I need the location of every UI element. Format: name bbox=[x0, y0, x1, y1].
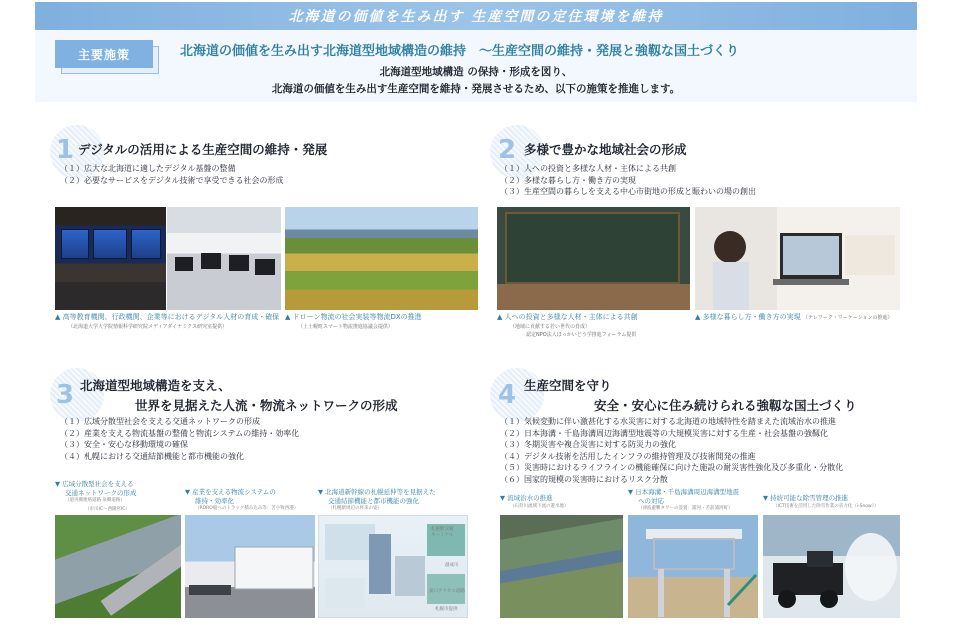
section-title: 多様で豊かな地域社会の形成 bbox=[524, 142, 687, 157]
section-title: 北海道型地域構造を支え、 bbox=[80, 378, 231, 393]
list-item: （４）札幌における交通結節機能と都市機能の強化 bbox=[60, 451, 244, 461]
photo-classroom bbox=[497, 207, 690, 310]
caption: ▼ 日本海溝・千島海溝周辺海溝型地震 への対応 （津波避難タワーの設置：浦河・苫前浦河町） bbox=[628, 488, 740, 511]
policy-panel bbox=[35, 30, 917, 102]
caption: ▲ 人への投資と多様な人材・主体による共創 bbox=[497, 313, 638, 321]
section-3 bbox=[50, 368, 480, 468]
photo-tsunami-tower bbox=[628, 515, 758, 618]
list-item: （２）多様な暮らし方・働き方の実現 bbox=[500, 175, 636, 185]
list-item: （４）デジタル技術を活用したインフラの維持管理及び技術開発の推進 bbox=[500, 451, 756, 461]
section-title: 生産空間を守り bbox=[524, 378, 612, 393]
caption: ▼ 北海道新幹線の札幌延伸等を見据えた 交通結節機能と都市機能の強化 （札幌駅周辺の将来の姿） bbox=[318, 488, 436, 511]
header-banner bbox=[35, 2, 917, 30]
caption-source: （地域に貢献する若い世代の育成） bbox=[510, 324, 591, 330]
section-title-2: 安全・安心に住み続けられる強靱な国土づくり bbox=[594, 398, 857, 413]
photo-telework bbox=[695, 207, 900, 310]
policy-line-2: 北海道の価値を生み出す生産空間を維持・発展させるため、以下の施策を推進します。 bbox=[271, 83, 681, 95]
map-label: ターミナル bbox=[431, 533, 454, 538]
caption: ▼ 流域治水の推進 （石狩川流域下流の遊水地） bbox=[500, 494, 569, 509]
photo-port bbox=[185, 515, 315, 618]
policy-line-1: 北海道型地域構造 の保持・形成を図り、 bbox=[379, 66, 573, 78]
photo-control-room bbox=[55, 207, 166, 310]
photo-highway bbox=[55, 515, 181, 618]
section-items bbox=[60, 163, 284, 186]
map-label: 札幌市提供 bbox=[435, 607, 458, 612]
list-item: （１）広域分散型社会を支える交通ネットワークの形成 bbox=[60, 417, 260, 426]
policy-badge-label: 主要施策 bbox=[55, 40, 153, 68]
caption-source: （北海道大学大学院情報科学研究院メディアダイナミクス研究室提供） bbox=[68, 324, 228, 330]
list-item: （２）産業を支える物流基盤の整備と物流システムの維持・効率化 bbox=[60, 428, 300, 438]
caption-source: 認定NPO法人ほっかいどう学推進フォーラム提供 bbox=[526, 332, 637, 338]
list-item: （３）冬期災害や複合災害に対する防災力の強化 bbox=[500, 440, 676, 449]
policy-title: 北海道の価値を生み出す北海道型地域構造の維持 ～生産空間の維持・発展と強靱な国土づくり bbox=[180, 44, 740, 59]
list-item: （５）災害時におけるライフラインの機能確保に向けた施設の耐災害性強化及び多重化・分散化 bbox=[500, 463, 844, 472]
list-item: （２）日本海溝・千島海溝周辺海溝型地震等の大規模災害に対する生産・社会基盤の強靱化 bbox=[500, 428, 828, 438]
list-item: （１）人への投資と多様な人材・主体による共創 bbox=[500, 164, 676, 173]
photo-snow-removal bbox=[763, 515, 900, 618]
caption: ▲ 多様な暮らし方・働き方の実現 （テレワーク・ワーケーションの推進） bbox=[695, 313, 893, 321]
photo-river-basin bbox=[500, 515, 623, 618]
list-item: （１）気候変動に伴い激甚化する水災害に対する北海道の地域特性を踏まえた流域治水の推進 bbox=[500, 417, 836, 426]
photo-sapporo-station-plan bbox=[318, 515, 468, 618]
section-items bbox=[500, 163, 756, 198]
caption: ▲ ドローン物流の社会実装等物流DXの推進 bbox=[285, 313, 422, 321]
map-label: 東口アクセス道路 bbox=[429, 589, 465, 594]
section-title: デジタルの活用による生産空間の維持・発展 bbox=[78, 142, 328, 157]
map-label: 札幌駅交通 bbox=[431, 527, 454, 532]
section-number: 3 bbox=[56, 380, 75, 410]
caption: ▲ 高等教育機関、行政機関、企業等におけるデジタル人材の育成・確保 bbox=[55, 313, 280, 321]
list-item: （６）国家的規模の災害時におけるリスク分散 bbox=[500, 474, 668, 484]
section-title-2: 世界を見据えた人流・物流ネットワークの形成 bbox=[135, 398, 398, 413]
caption: ▼ 持続可能な除雪管理の推進 （ICT技術を活用した除雪作業の省力化（i-Snow）） bbox=[763, 494, 879, 509]
section-items bbox=[500, 416, 843, 485]
section-number: 1 bbox=[56, 135, 75, 165]
caption: ▼ 広域分散型社会を支える 交通ネットワークの形成 （道央圏連絡道路 泉郷道路） （市川IC～西隆宮IC） bbox=[55, 480, 137, 512]
caption: ▼ 産業を支える物流システムの 維持・効率化 （RORO船へのトラック積み込み等：苫小牧西港） bbox=[185, 488, 299, 511]
section-number: 2 bbox=[498, 135, 517, 165]
map-label: 創成川 bbox=[445, 563, 459, 568]
list-item: （３）安全・安心な移動環境の確保 bbox=[60, 440, 188, 449]
photo-farmland bbox=[285, 207, 478, 310]
list-item: （１）広大な北海道に適したデジタル基盤の整備 bbox=[60, 164, 236, 173]
section-items bbox=[60, 416, 299, 462]
section-4 bbox=[490, 368, 910, 488]
list-item: （２）必要なサービスをデジタル技術で享受できる社会の形成 bbox=[60, 175, 284, 185]
photo-computer-lab bbox=[167, 207, 281, 310]
caption-source: （上士幌町スマート物流推進協議会提供） bbox=[298, 324, 393, 330]
list-item: （３）生産空間の暮らしを支える中心市街地の形成と賑わいの場の創出 bbox=[500, 187, 756, 196]
banner-text: 北海道の価値を生み出す 生産空間の定住環境を維持 bbox=[288, 9, 664, 25]
section-number: 4 bbox=[498, 380, 517, 410]
